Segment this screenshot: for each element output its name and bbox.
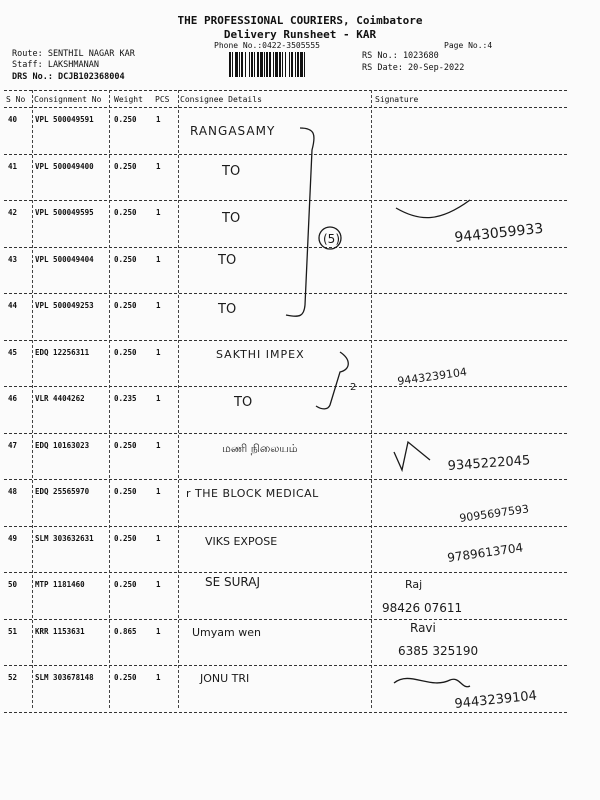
- row-consignment: MTP 1181460: [35, 580, 85, 589]
- row-weight: 0.250: [114, 161, 137, 171]
- col-pcs: PCS: [155, 95, 170, 104]
- row-sno: 40: [8, 115, 18, 124]
- drs-number: DRS No.: DCJB102368004: [12, 72, 125, 82]
- signature-name: Ravi: [410, 621, 436, 635]
- signature-phone: 9443059933: [453, 220, 545, 246]
- row-consignment: VPL 500049253: [35, 301, 94, 310]
- hand-consignee-44: TO: [218, 302, 237, 317]
- row-pcs: 1: [156, 208, 161, 217]
- row-pcs: 1: [156, 673, 161, 682]
- row-weight: 0.250: [114, 487, 137, 496]
- signature-name: Raj: [405, 578, 423, 591]
- row-consignment: VPL 500049591: [35, 115, 94, 124]
- col-sno: S No: [6, 95, 26, 104]
- row-sno: 51: [8, 626, 18, 636]
- row-pcs: 1: [156, 580, 161, 589]
- signature-phone: 9789613704: [446, 540, 525, 565]
- hand-consignee-46: TO: [234, 395, 253, 410]
- row-consignment: VLR 4404262: [35, 394, 85, 403]
- row-pcs: 1: [156, 254, 161, 264]
- row-consignment: EDQ 25565970: [35, 487, 90, 496]
- row-consignment: VPL 500049404: [35, 254, 94, 264]
- row-consignment: EDQ 12256311: [35, 347, 90, 357]
- page-number: Page No.:4: [444, 41, 493, 50]
- document-title: THE PROFESSIONAL COURIERS, Coimbatore: [177, 14, 423, 27]
- signature-scribble: [394, 442, 430, 470]
- row-pcs: 1: [156, 626, 161, 636]
- hand-consignee-40: RANGASAMY: [190, 124, 276, 138]
- row-weight: 0.865: [114, 626, 137, 636]
- row-sno: 41: [8, 161, 18, 171]
- brace-line-top: [286, 128, 314, 316]
- phone-number: Phone No.:0422-3505555: [214, 41, 320, 50]
- row-sno: 46: [8, 394, 18, 403]
- hand-consignee-42: TO: [222, 211, 241, 226]
- row-pcs: 1: [156, 347, 161, 357]
- row-pcs: 1: [156, 115, 161, 124]
- col-weight: Weight: [114, 95, 143, 104]
- row-weight: 0.250: [114, 673, 137, 682]
- row-sno: 50: [8, 580, 18, 589]
- row-sno: 48: [8, 487, 18, 496]
- row-consignment: SLM 303678148: [35, 673, 94, 682]
- row-sno: 52: [8, 673, 18, 682]
- hand-consignee-47: மணி நிலையம்: [222, 442, 298, 455]
- row-sno: 49: [8, 533, 18, 543]
- row-weight: 0.250: [114, 580, 137, 589]
- hand-consignee-48: r THE BLOCK MEDICAL: [186, 487, 319, 500]
- row-weight: 0.250: [114, 254, 137, 264]
- rs-number: RS No.: 1023680: [362, 51, 439, 61]
- row-weight: 0.250: [114, 440, 137, 450]
- row-pcs: 1: [156, 161, 161, 171]
- brace-mark-five: (5): [323, 232, 340, 246]
- brace-line-bottom: [316, 352, 348, 409]
- row-weight: 0.250: [114, 208, 137, 217]
- rs-date: RS Date: 20-Sep-2022: [362, 63, 465, 73]
- row-weight: 0.235: [114, 394, 137, 403]
- row-consignment: EDQ 10163023: [35, 440, 90, 450]
- col-consignee: Consignee Details: [180, 95, 262, 104]
- signature-scribble: [394, 678, 470, 686]
- row-weight: 0.250: [114, 347, 137, 357]
- signature-phone: 9095697593: [458, 502, 530, 525]
- hand-consignee-45: SAKTHI IMPEX: [216, 348, 305, 361]
- col-signature: Signature: [375, 95, 419, 104]
- row-consignment: VPL 500049400: [35, 161, 94, 171]
- row-sno: 47: [8, 440, 18, 450]
- hand-consignee-51: Umyam wen: [192, 626, 261, 639]
- signature-phone: 98426 07611: [382, 601, 463, 615]
- row-pcs: 1: [156, 533, 161, 543]
- row-sno: 43: [8, 254, 18, 264]
- signature-phone: 6385 325190: [398, 644, 479, 658]
- hand-consignee-49: VIKS EXPOSE: [205, 535, 278, 548]
- row-sno: 44: [8, 301, 18, 310]
- row-weight: 0.250: [114, 115, 137, 124]
- row-sno: 45: [8, 347, 18, 357]
- signature-phone: 9443239104: [396, 365, 468, 388]
- hand-consignee-41: TO: [222, 164, 241, 179]
- signature-phone: 9443239104: [453, 688, 538, 712]
- row-pcs: 1: [156, 301, 161, 310]
- brace-mark-two: 2: [350, 382, 357, 393]
- row-consignment: KRR 1153631: [35, 626, 85, 636]
- staff-label: Staff: LAKSHMANAN: [12, 60, 99, 70]
- row-pcs: 1: [156, 394, 161, 403]
- hand-consignee-52: JONU TRI: [200, 672, 250, 685]
- row-sno: 42: [8, 208, 18, 217]
- row-pcs: 1: [156, 487, 161, 496]
- hand-consignee-43: TO: [218, 253, 237, 268]
- row-weight: 0.250: [114, 301, 137, 310]
- row-consignment: VPL 500049595: [35, 208, 94, 217]
- row-consignment: SLM 303632631: [35, 533, 94, 543]
- signature-scribble: [396, 200, 470, 218]
- hand-consignee-50: SE SURAJ: [205, 575, 261, 589]
- row-weight: 0.250: [114, 533, 137, 543]
- row-pcs: 1: [156, 440, 161, 450]
- signature-phone: 9345222045: [447, 453, 531, 474]
- col-consignment: Consignment No: [34, 95, 102, 104]
- document-subtitle: Delivery Runsheet - KAR: [223, 28, 377, 41]
- route-label: Route: SENTHIL NAGAR KAR: [12, 49, 135, 59]
